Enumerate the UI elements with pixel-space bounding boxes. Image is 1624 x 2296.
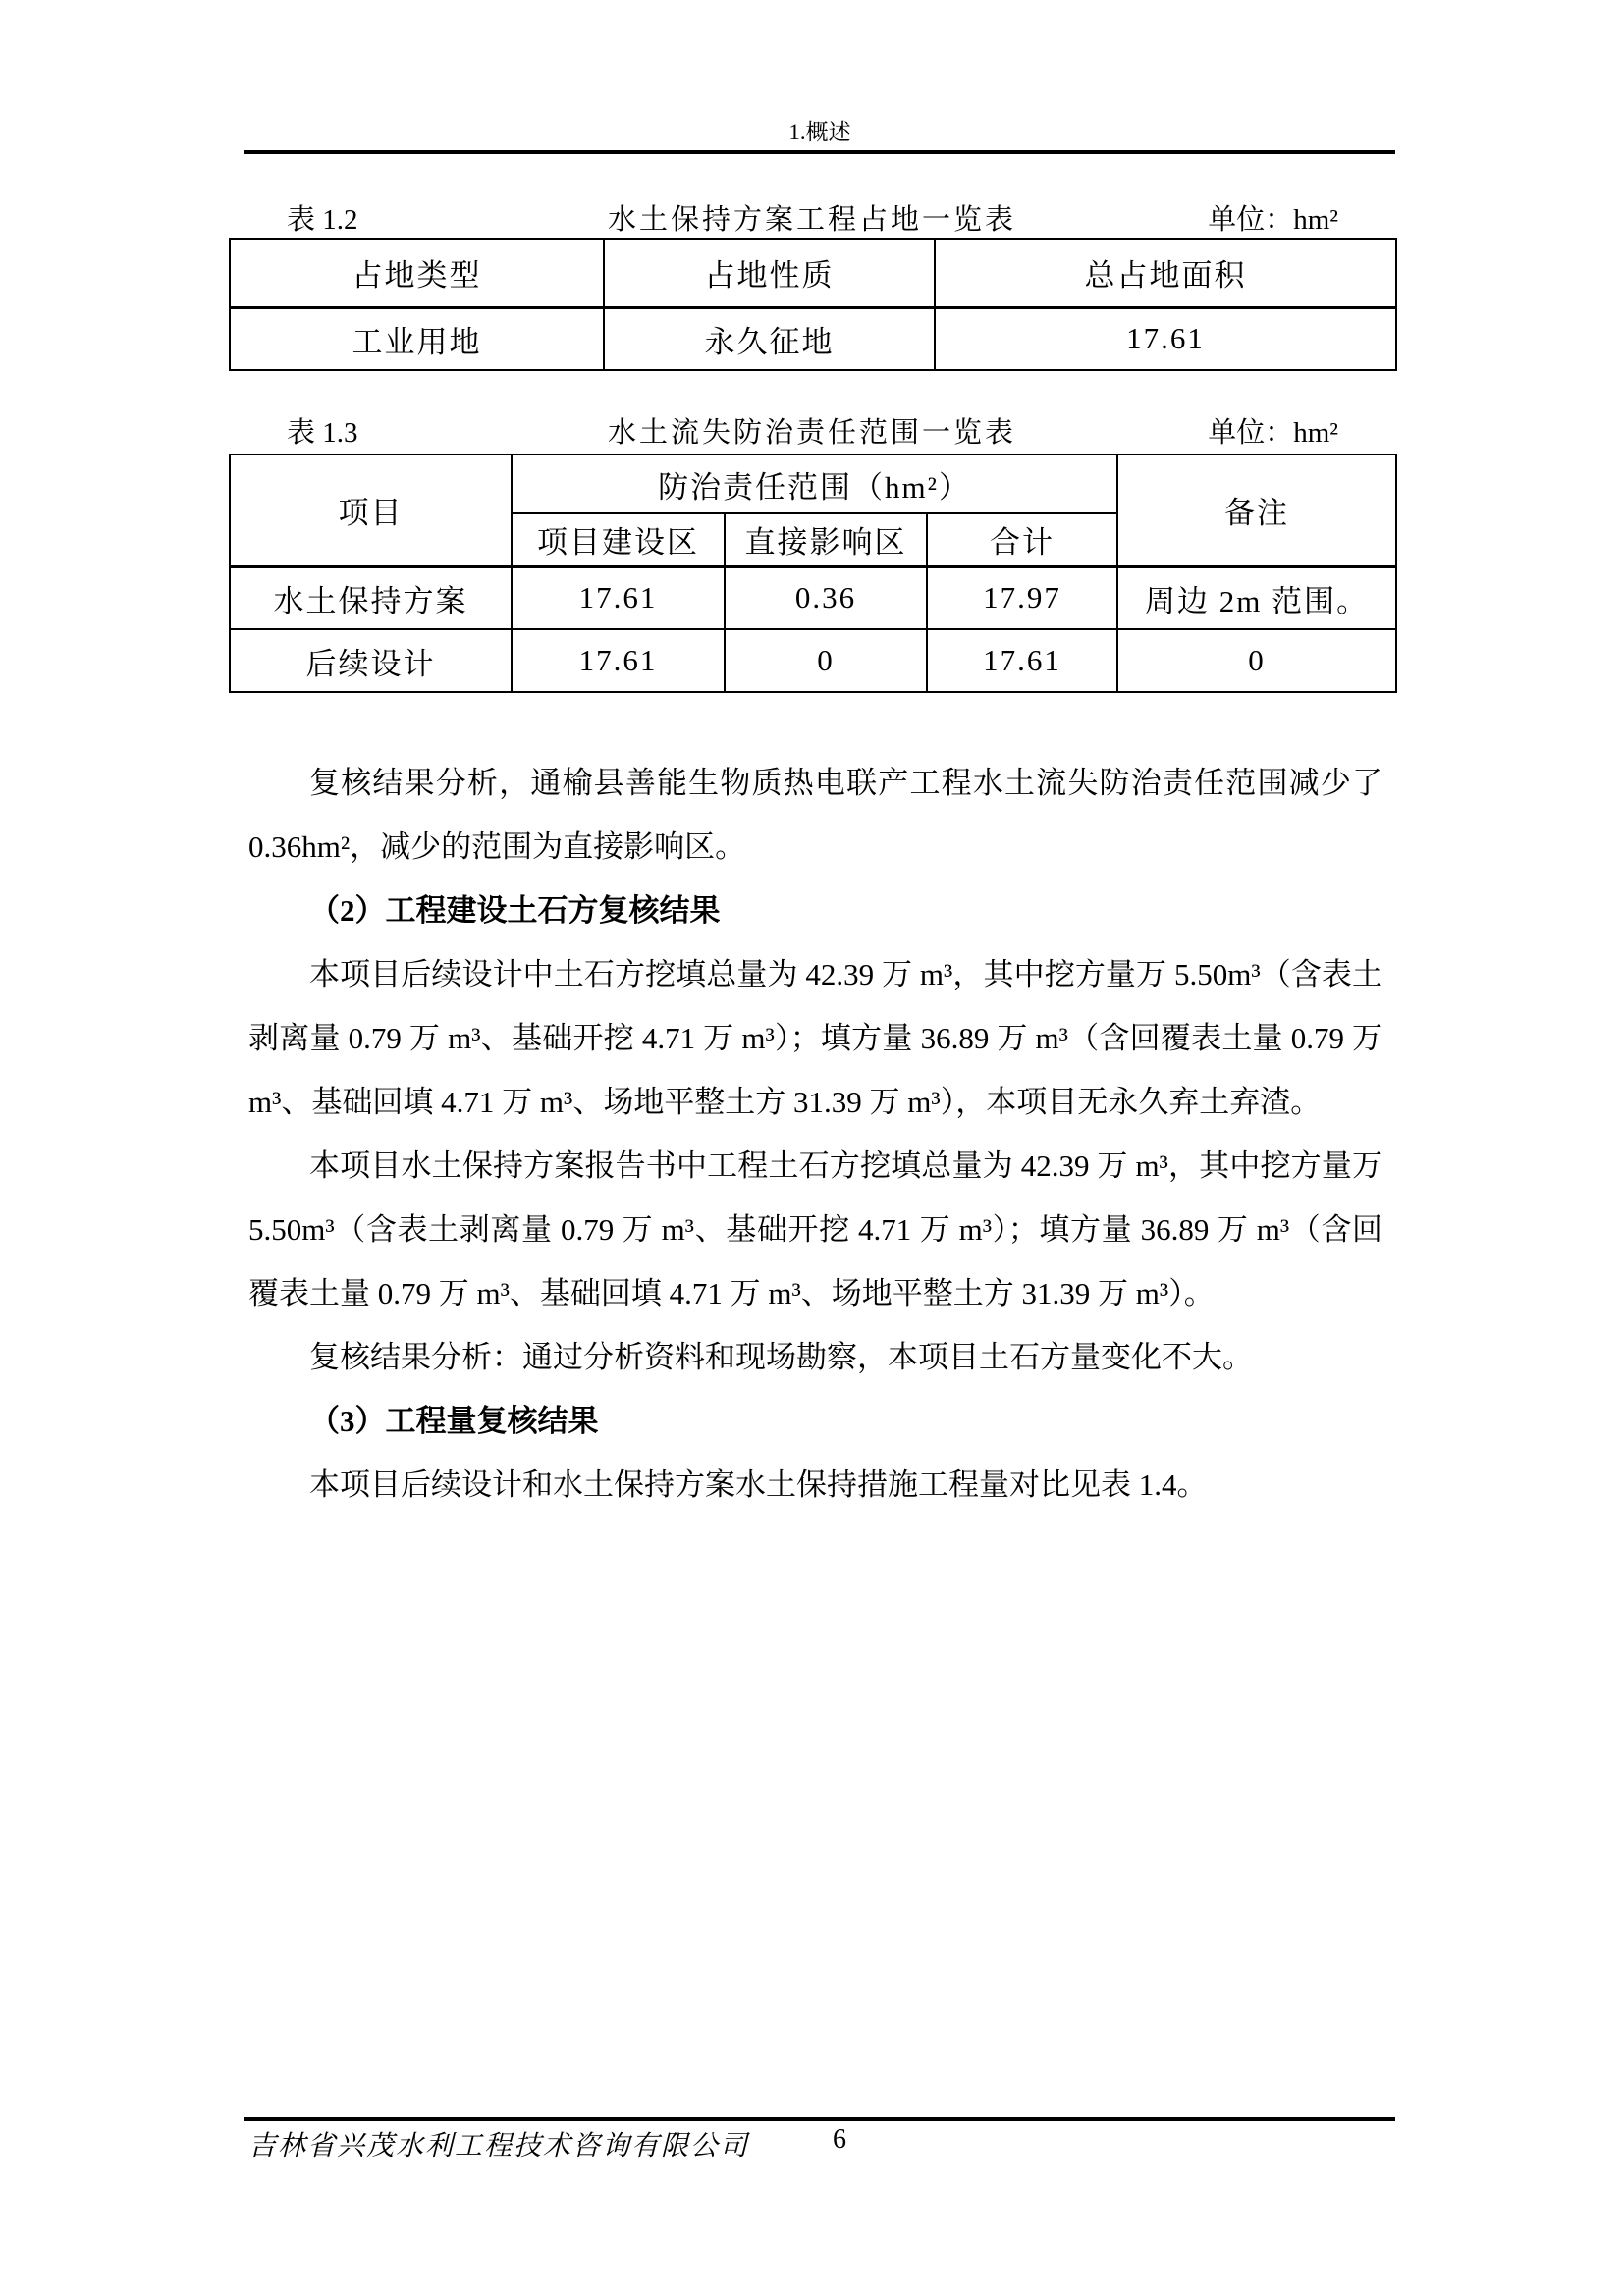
table-header-cell-group: 防治责任范围（hm²） <box>512 454 1117 513</box>
paragraph-review-scope: 复核结果分析，通榆县善能生物质热电联产工程水土流失防治责任范围减少了 0.36hm²，减少的范围为直接影响区。 <box>248 766 1382 864</box>
table-header-cell: 项目建设区 <box>512 513 725 566</box>
table-1-2-caption <box>229 197 1395 235</box>
table-1-3-label: 表 1.3 <box>287 417 358 449</box>
table-cell: 17.97 <box>927 566 1117 629</box>
footer-company-name: 吉林省兴茂水利工程技术咨询有限公司 <box>248 2131 750 2162</box>
table-header-cell: 总占地面积 <box>935 239 1396 307</box>
table-cell: 0 <box>1117 629 1396 692</box>
table-cell: 工业用地 <box>230 307 604 370</box>
table-cell: 周边 2m 范围。 <box>1117 566 1396 629</box>
header-rule <box>244 150 1395 154</box>
table-cell: 17.61 <box>512 629 725 692</box>
table-header-cell: 占地类型 <box>230 239 604 307</box>
table-header-row <box>230 239 1396 307</box>
paragraph-plan-earthwork: 本项目水土保持方案报告书中工程土石方挖填总量为 42.39 万 m³，其中挖方量万 5.50m³（含表土剥离量 0.79 万 m³、基础开挖 4.71 万 m³）；填方量 36.89 万 m³（含回覆表土量 0.79 万 m³、基础回填 4.71 万 m³、场地平整土方 31.39 万 m³）。 <box>248 1148 1382 1310</box>
paragraph-review-conclusion: 复核结果分析：通过分析资料和现场勘察，本项目土石方量变化不大。 <box>309 1340 1253 1374</box>
table-cell: 永久征地 <box>604 307 935 370</box>
body-text <box>248 751 1382 1517</box>
table-1-2 <box>229 238 1397 371</box>
table-1-2-unit: 单位：hm² <box>1208 204 1338 236</box>
table-cell: 17.61 <box>512 566 725 629</box>
table-row <box>230 307 1396 370</box>
table-header-row <box>230 454 1396 513</box>
table-1-3 <box>229 454 1397 693</box>
table-header-cell: 直接影响区 <box>725 513 927 566</box>
page-header-chapter: 1.概述 <box>788 120 851 144</box>
footer-rule <box>244 2117 1395 2121</box>
table-row <box>230 629 1396 692</box>
table-1-2-title: 水土保持方案工程占地一览表 <box>607 204 1016 236</box>
paragraph-quantity-compare: 本项目后续设计和水土保持方案水土保持措施工程量对比见表 1.4。 <box>309 1468 1208 1502</box>
paragraph-followup-earthwork: 本项目后续设计中土石方挖填总量为 42.39 万 m³，其中挖方量万 5.50m³（含表土剥离量 0.79 万 m³、基础开挖 4.71 万 m³）；填方量 36.89 万 m³（含回覆表土量 0.79 万 m³、基础回填 4.71 万 m³、场地平整土方 31.39 万 m³），本项目无永久弃土弃渣。 <box>248 957 1382 1119</box>
footer-page-number: 6 <box>833 2124 846 2155</box>
heading-earthwork-review: （2）工程建设土石方复核结果 <box>309 893 721 928</box>
heading-quantity-review: （3）工程量复核结果 <box>309 1404 599 1438</box>
table-1-3-unit: 单位：hm² <box>1208 417 1338 449</box>
table-cell: 17.61 <box>935 307 1396 370</box>
table-header-cell-note: 备注 <box>1117 454 1396 566</box>
table-header-cell: 占地性质 <box>604 239 935 307</box>
table-1-3-caption <box>229 410 1395 448</box>
table-header-cell: 合计 <box>927 513 1117 566</box>
table-cell: 0 <box>725 629 927 692</box>
table-1-2-label: 表 1.2 <box>287 204 358 236</box>
table-cell: 水土保持方案 <box>230 566 512 629</box>
table-cell: 0.36 <box>725 566 927 629</box>
table-row <box>230 566 1396 629</box>
table-header-cell-item: 项目 <box>230 454 512 566</box>
table-cell: 后续设计 <box>230 629 512 692</box>
table-1-3-title: 水土流失防治责任范围一览表 <box>607 417 1016 449</box>
table-cell: 17.61 <box>927 629 1117 692</box>
